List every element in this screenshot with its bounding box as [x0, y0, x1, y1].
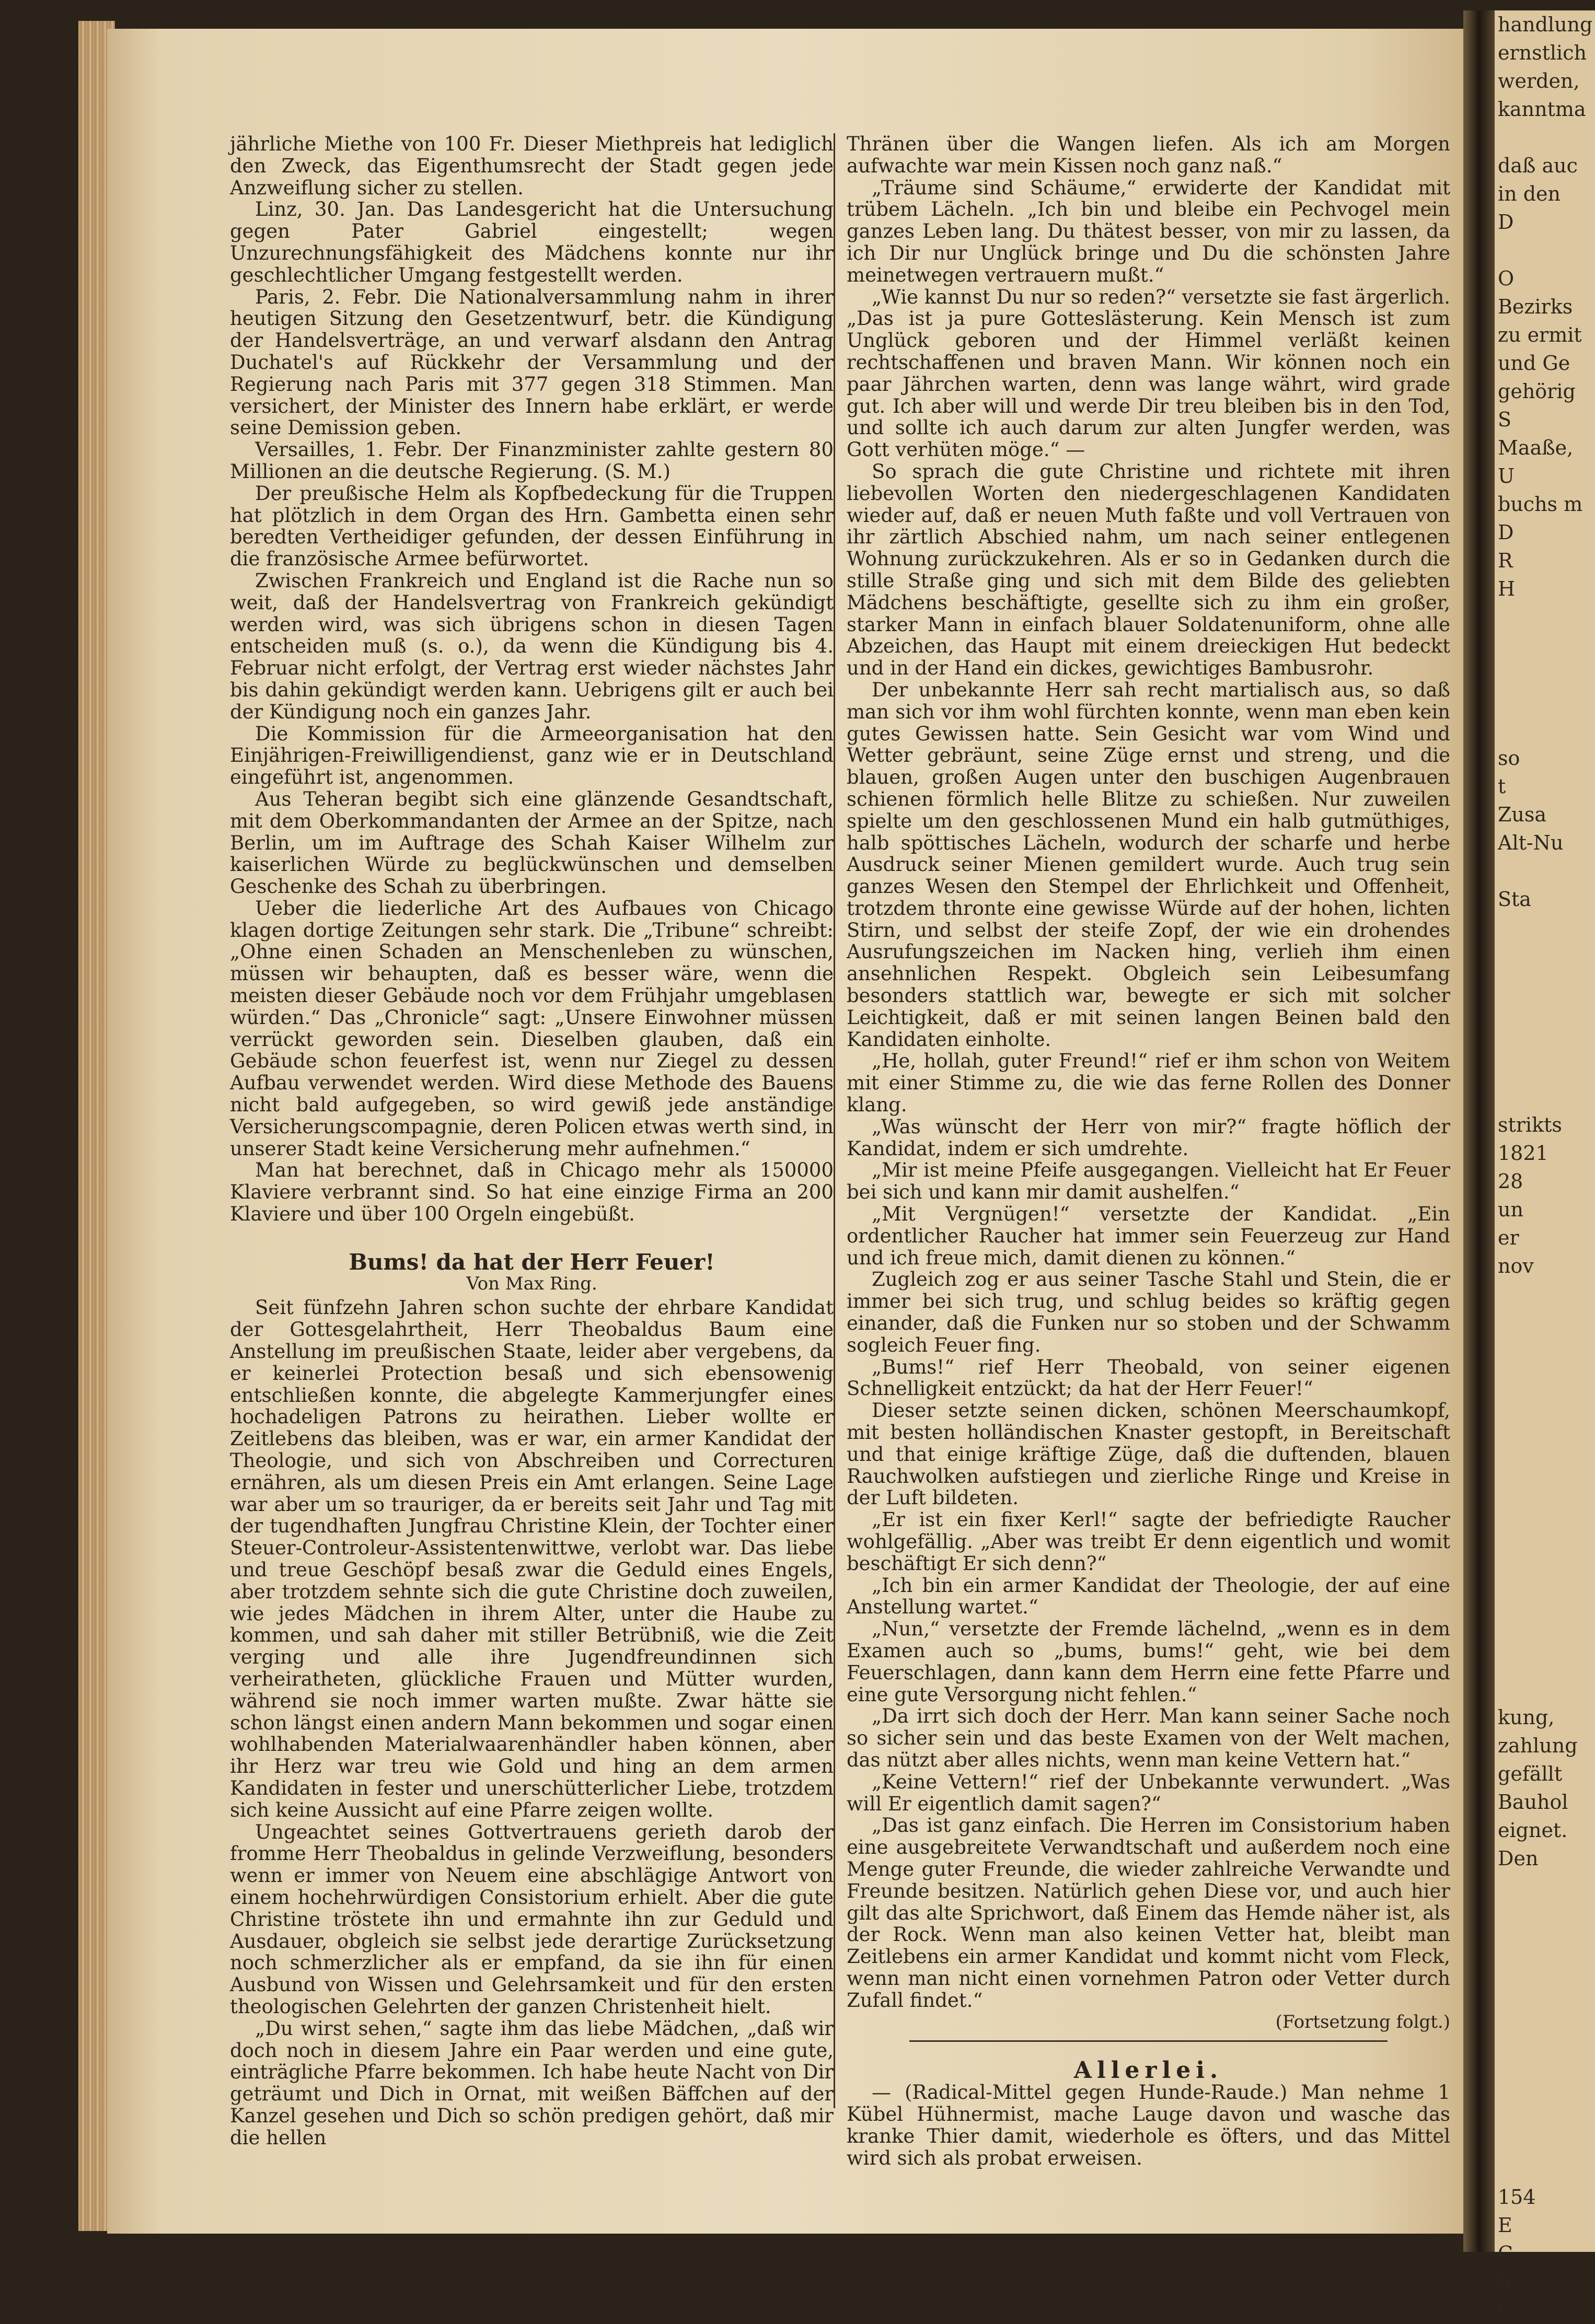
next-page-line: Zusa	[1498, 803, 1547, 826]
section-title: Allerlei.	[1073, 2057, 1223, 2084]
next-page-line	[1495, 2155, 1595, 2183]
next-page-line: in den	[1498, 182, 1561, 205]
paragraph: Die Kommission für die Armeeorganisation hat den Einjährigen-Freiwilligendienst, ganz wie er in Deutschland eingeführt ist, angenommen.	[230, 722, 834, 789]
paragraph: „Du wirst sehen,“ sagte ihm das liebe Mädchen, „daß wir doch noch in diesem Jahre ein Paar werden und eine gute, einträgliche Pfarre bekommen. Ich habe heute Nacht von Dir geträumt und Dich in Ornat, mit weißen Bäffchen auf der Kanzel gesehen und Dich so schön predigen gehört, daß mir die hellen	[230, 2017, 834, 2149]
next-page-line	[1495, 942, 1595, 970]
next-page-line	[1495, 1421, 1595, 1449]
paragraph: Ungeachtet seines Gottvertrauens gerieth darob der fromme Herr Theobaldus in gelinde Verzweiflung, besonders wenn er immer von Neuem eine abschlägige Antwort von einem hochehrwürdigen Consistorium erhielt. Aber die gute Christine tröstete ihn und ermahnte ihn zur Geduld und Ausdauer, obgleich sie selbst jede derartige Zurücksetzung noch schmerzlicher als er empfand, da sie ihn für einen Ausbund von Wissen und Gelehrsamkeit und für den ersten theologischen Gelehrten der ganzen Christenheit hielt.	[230, 1820, 834, 2018]
next-page-line: buchs m	[1498, 493, 1583, 516]
news-items	[230, 133, 834, 1225]
next-page-line	[1495, 1026, 1595, 1054]
next-page-line: so	[1498, 747, 1520, 770]
paragraph: „Das ist ganz einfach. Die Herren im Consistorium haben eine ausgebreitete Verwandtschaft und außerdem noch eine Menge guter Freunde, die wieder zahlreiche Verwandte und Freunde besitzen. Natürlich gehen Diese vor, und auch hier gilt das alte Sprichwort, daß Einem das Hemde näher ist, als der Rock. Wenn man also keinen Vetter hat, bleibt man Zeitlebens ein armer Kandidat und kommt nicht vom Fleck, wenn man nicht einen vornehmen Patron oder Vetter durch Zufall findet.“	[847, 1814, 1450, 2012]
paragraph: Seit fünfzehn Jahren schon suchte der ehrbare Kandidat der Gottesgelahrtheit, Herr Theobaldus Baum eine Anstellung im preußischen Staate, leider aber vergebens, da er keinerlei Protection besaß und sich ebensowenig entschließen konnte, die abgelegte Kammerjungfer eines hochadeligen Patrons zu heirathen. Lieber wollte er Zeitlebens das bleiben, was er war, ein armer Kandidat der Theologie, und sich von Abschreiben und Correcturen ernähren, als um diesen Preis ein Amt erlangen. Seine Lage war aber um so trauriger, da er bereits seit Jahr und Tag mit der tugendhaften Jungfrau Christine Klein, der Tochter einer Steuer-Controleur-Assistentenwittwe, verlobt war. Das liebe und treue Geschöpf besaß zwar die Geduld eines Engels, aber trotzdem sehnte sich die gute Christine doch zuweilen, wie jedes Mädchen in ihrem Alter, unter die Haube zu kommen, und sah daher mit stiller Betrübniß, wie die Zeit verging und alle ihre Jugendfreundinnen sich verheiratheten, glückliche Frauen und Mütter wurden, während sie noch immer warten mußte. Zwar hätte sie schon längst einen andern Mann bekommen und sogar einen wohlhabenden Materialwaarenhändler haben können, aber ihr Herz war treu wie Gold und hing an dem armen Kandidaten in fester und unerschütterlicher Liebe, trotzdem sich keine Aussicht auf eine Pfarre zeigen wollte.	[230, 1296, 834, 1821]
next-page-line: zahlung	[1498, 1734, 1578, 1757]
next-page-line: un	[1498, 1198, 1523, 1221]
story-continuation	[847, 133, 1450, 2012]
paragraph: So sprach die gute Christine und richtete mit ihren liebevollen Worten den niedergeschlagenen Kandidaten wieder auf, daß er neuen Muth faßte und voll Vertrauen von ihr zärtlich Abschied nahm, um nach seiner entlegenen Wohnung zurückzukehren. Als er so in Gedanken durch die stille Straße ging und sich mit dem Bilde des geliebten Mädchens beschäftigte, gesellte sich zu ihm ein großer, starker Mann in einfach blauer Soldatenuniform, ohne alle Abzeichen, das Haupt mit einem dreieckigen Hut bedeckt und in der Hand ein dickes, gewichtiges Bambusrohr.	[847, 460, 1450, 680]
next-page-line	[1495, 1929, 1595, 1957]
next-page-line: daß auc	[1498, 154, 1578, 177]
next-page-line	[1495, 913, 1595, 942]
next-page-line	[1495, 970, 1595, 998]
story-body	[230, 1297, 834, 2148]
paragraph: „Mir ist meine Pfeife ausgegangen. Vielleicht hat Er Feuer bei sich und kann mir damit aushelfen.“	[847, 1159, 1450, 1204]
next-page-line	[1495, 2042, 1595, 2070]
next-page-line	[1495, 1393, 1595, 1421]
paragraph: Versailles, 1. Febr. Der Finanzminister zahlte gestern 80 Millionen an die deutsche Regierung. (S. M.)	[230, 438, 834, 483]
paragraph: „Wie kannst Du nur so reden?“ versetzte sie fast ärgerlich. „Das ist ja pure Gotteslästerung. Kein Mensch ist zum Unglück geboren und der Himmel verläßt keinen rechtschaffenen und braven Mann. Wir können noch ein paar Jährchen warten, denn was lange währt, wird grade gut. Ich aber will und werde Dir treu bleiben bis in den Tod, und sollte ich auch darum zur alten Jungfer werden, was Gott verhüten möge.“ —	[847, 285, 1450, 461]
next-page-line: D	[1498, 211, 1514, 234]
next-page-line	[1495, 1083, 1595, 1111]
next-page-line	[1495, 1308, 1595, 1337]
section-body	[847, 2082, 1450, 2169]
next-page-line	[1495, 1901, 1595, 1929]
next-page-line	[1495, 1478, 1595, 1506]
paragraph: — (Radical-Mittel gegen Hunde-Raude.) Man nehme 1 Kübel Hühnermist, mache Lauge davon und wasche das kranke Thier damit, wiederhole es öfters, und das Mittel wird sich als probat erweisen.	[847, 2081, 1450, 2169]
section-rule	[909, 2040, 1388, 2042]
next-page-line	[1495, 1590, 1595, 1619]
next-page-line	[1495, 716, 1595, 744]
next-page-line: gehörig	[1498, 380, 1576, 403]
next-page-line	[1495, 236, 1595, 264]
continued-note: (Fortsetzung folgt.)	[1275, 2011, 1450, 2032]
story-byline: Von Max Ring.	[466, 1273, 597, 1294]
next-page-line: R	[1498, 549, 1513, 572]
paragraph: „Bums!“ rief Herr Theobald, von seiner eigenen Schnelligkeit entzückt; da hat der Herr Feuer!“	[847, 1355, 1450, 1400]
next-page-line	[1495, 998, 1595, 1026]
next-page-line	[1495, 1647, 1595, 1675]
next-page-line	[1495, 857, 1595, 885]
next-page-line	[1495, 2014, 1595, 2042]
next-page-line: H	[1498, 577, 1516, 600]
next-page-line: 1821	[1498, 1142, 1548, 1165]
next-page-line: Sta	[1498, 888, 1531, 911]
next-page-line: 28	[1498, 1170, 1523, 1193]
next-page-line: 154	[1498, 2186, 1536, 2209]
paragraph: Der unbekannte Herr sah recht martialisch aus, so daß man sich vor ihm wohl fürchten konnte, wenn man eben kein gutes Gewissen hatte. Sein Gesicht war vom Wind und Wetter gebräunt, seine Züge ernst und streng, und die blauen, großen Augen unter den buschigen Augenbrauen schienen förmlich helle Blitze zu schießen. Nur zuweilen spielte um den geschlossenen Mund ein halb gutmüthiges, halb spöttisches Lächeln, wodurch der scharfe und herbe Ausdruck seiner Mienen gemildert wurde. Auch trug sein ganzes Wesen den Stempel der Ehrlichkeit und Offenheit, trotzdem thronte eine gewisse Würde auf der hohen, lichten Stirn, und selbst der steife Zopf, der wie ein drohendes Ausrufungszeichen im Nacken hing, verlieh ihm einen ansehnlichen Respekt. Obgleich sein Leibesumfang besonders stattlich war, bewegte er sich mit solcher Leichtigkeit, daß er mit seinen langen Beinen bald den Kandidaten einholte.	[847, 678, 1450, 1051]
paragraph: „He, hollah, guter Freund!“ rief er ihm schon von Weitem mit einer Stimme zu, die wie das ferne Rollen des Donner klang.	[847, 1050, 1450, 1117]
right-column	[847, 133, 1450, 2169]
column-divider	[834, 133, 835, 2108]
paragraph: „Ich bin ein armer Kandidat der Theologie, der auf eine Anstellung wartet.“	[847, 1574, 1450, 1619]
paragraph: „Nun,“ versetzte der Fremde lächelnd, „wenn es in dem Examen auch so „bums, bums!“ geht, wie bei dem Feuerschlagen, dann kann dem Herrn eine fette Pfarre und eine gute Versorgung nicht fehlen.“	[847, 1618, 1450, 1706]
next-page-line	[1495, 2098, 1595, 2127]
paragraph: Dieser setzte seinen dicken, schönen Meerschaumkopf, mit besten holländischen Knaster gestopft, in Bereitschaft und that einige kräftige Züge, daß die duftenden, blauen Rauchwolken aufstiegen und zierliche Ringe und Kreise in der Luft bildeten.	[847, 1399, 1450, 1509]
next-page-line: C	[1498, 2242, 1513, 2265]
story-title: Bums! da hat der Herr Feuer!	[349, 1249, 715, 1275]
next-page-line: zu ermit	[1498, 323, 1582, 346]
next-page-line: Bezirks	[1498, 295, 1573, 318]
next-page-fragment	[1495, 10, 1595, 2321]
next-page-line	[1495, 2127, 1595, 2155]
next-page-line	[1495, 1280, 1595, 1308]
next-page-line: Alt-Nu	[1498, 831, 1564, 854]
book-gutter	[1463, 10, 1495, 2252]
next-page-line	[1495, 1054, 1595, 1083]
next-page-line	[1495, 1506, 1595, 1534]
next-page-line: und Ge	[1498, 352, 1570, 375]
next-page-line: Den	[1498, 1847, 1539, 1870]
next-page-line: Bauhol	[1498, 1791, 1568, 1814]
next-page-line: Maaße,	[1498, 436, 1574, 459]
paragraph: Zugleich zog er aus seiner Tasche Stahl und Stein, die er immer bei sich trug, und schlug beides so kräftig gegen einander, daß die Funken nur so stoben und der Schwamm sogleich Feuer fing.	[847, 1268, 1450, 1356]
next-page-line	[1495, 631, 1595, 659]
paragraph: Paris, 2. Febr. Die Nationalversammlung nahm in ihrer heutigen Sitzung den Gesetzentwurf, betr. die Kündigung der Handelsverträge, an und verwarf alsdann den Antrag Duchatel's auf Rückkehr der Versammlung und der Regierung nach Paris mit 377 gegen 318 Stimmen. Man versichert, der Minister des Innern habe erklärt, er werde seine Demission geben.	[230, 285, 834, 439]
next-page-line	[1495, 1562, 1595, 1590]
paragraph: „Er ist ein fixer Kerl!“ sagte der befriedigte Raucher wohlgefällig. „Aber was treibt Er denn eigentlich und womit beschäftigt Er sich denn?“	[847, 1508, 1450, 1575]
next-page-line	[1495, 1619, 1595, 1647]
next-page-line	[1495, 123, 1595, 152]
next-page-line: S	[1498, 2270, 1512, 2293]
next-page-line	[1495, 688, 1595, 716]
next-page-line: nov	[1498, 1254, 1534, 1277]
paragraph: Man hat berechnet, daß in Chicago mehr als 150000 Klaviere verbrannt sind. So hat eine einzige Firma an 200 Klaviere und über 100 Orgeln eingebüßt.	[230, 1159, 834, 1226]
next-page-line: S	[1498, 408, 1512, 431]
next-page-line: O	[1498, 267, 1515, 290]
next-page-line: strikts	[1498, 1113, 1562, 1136]
paragraph: „Keine Vettern!“ rief der Unbekannte verwundert. „Was will Er eigentlich damit sagen?“	[847, 1770, 1450, 1815]
next-page-line: D	[1498, 521, 1514, 544]
next-page-line: E	[1498, 2214, 1512, 2237]
paragraph: Ueber die liederliche Art des Aufbaues von Chicago klagen dortige Zeitungen sehr stark. Die „Tribune“ schreibt: „Ohne einen Schaden an Menschenleben zu wünschen, müssen wir behaupten, daß es besser wäre, wenn die meisten dieser Gebäude noch vor dem Frühjahr umgeblasen würden.“ Das „Chronicle“ sagt: „Unsere Einwohner müssen verrückt geworden sein. Dieselben glauben, daß ein Gebäude schon feuerfest ist, wenn nur Ziegel zu dessen Aufbau verwendet werden. Wird diese Methode des Bauens nicht bald aufgegeben, so wird gewiß jede anständige Versicherungscompagnie, deren Policen etwas werth sind, in unserer Stadt keine Versicherung mehr aufnehmen.“	[230, 897, 834, 1160]
paragraph: „Mit Vergnügen!“ versetzte der Kandidat. „Ein ordentlicher Raucher hat immer sein Feuerzeug zur Hand und ich freue mich, damit dienen zu können.“	[847, 1203, 1450, 1269]
next-page-line	[1495, 1957, 1595, 1985]
next-page-line: gefällt	[1498, 1762, 1563, 1785]
paragraph: jährliche Miethe von 100 Fr. Dieser Miethpreis hat lediglich den Zweck, das Eigenthumsrecht der Stadt gegen jede Anzweiflung sicher zu stellen.	[230, 133, 834, 199]
next-page-line	[1495, 659, 1595, 688]
next-page-line	[1495, 1873, 1595, 1901]
next-page-line: U	[1498, 464, 1515, 487]
next-page-line: t	[1498, 775, 1506, 798]
next-page-line	[1495, 1985, 1595, 2014]
paragraph: Linz, 30. Jan. Das Landesgericht hat die Untersuchung gegen Pater Gabriel eingestellt; wegen Unzurechnungsfähigkeit des Mädchens konnte nur ihr geschlechtlicher Umgang festgestellt werden.	[230, 198, 834, 286]
next-page-line	[1495, 1449, 1595, 1478]
next-page-line	[1495, 603, 1595, 631]
next-page-line: handlung	[1498, 13, 1593, 36]
paragraph: Thränen über die Wangen liefen. Als ich am Morgen aufwachte war mein Kissen noch ganz naß.“	[847, 133, 1450, 177]
next-page-line	[1495, 1534, 1595, 1562]
next-page-line: kung,	[1498, 1706, 1555, 1729]
next-page-line: werden,	[1498, 69, 1580, 92]
next-page-line: eignet.	[1498, 1819, 1568, 1842]
paragraph: Der preußische Helm als Kopfbedeckung für die Truppen hat plötzlich in dem Organ des Hrn. Gambetta einen sehr beredten Vertheidiger gefunden, der dessen Einführung in die französische Armee befürwortet.	[230, 482, 834, 571]
next-page-line: t	[1498, 2298, 1506, 2321]
paragraph: „Da irrt sich doch der Herr. Man kann seiner Sache noch so sicher sein und das beste Examen von der Welt machen, das nützt aber alles nichts, wenn man keine Vettern hat.“	[847, 1705, 1450, 1771]
paragraph: „Was wünscht der Herr von mir?“ fragte höflich der Kandidat, indem er sich umdrehte.	[847, 1115, 1450, 1160]
next-page-line	[1495, 1337, 1595, 1365]
next-page-line	[1495, 1365, 1595, 1393]
next-page-line	[1495, 2070, 1595, 2098]
paragraph: „Träume sind Schäume,“ erwiderte der Kandidat mit trübem Lächeln. „Ich bin und bleibe ein Pechvogel mein ganzes Leben lang. Du thätest besser, von mir zu lassen, da ich Dir nur Unglück bringe und Du die schönsten Jahre meinetwegen vertrauern mußt.“	[847, 176, 1450, 286]
paragraph: Zwischen Frankreich und England ist die Rache nun so weit, daß der Handelsvertrag von Frankreich gekündigt werden wird, was sich übrigens schon in diesen Tagen entscheiden muß (s. o.), da wenn die Kündigung bis 4. Februar nicht erfolgt, der Vertrag erst wieder nächstes Jahr bis dahin gekündigt werden kann. Uebrigens gilt er auch bei der Kündigung noch ein ganzes Jahr.	[230, 569, 834, 723]
next-page-line: kanntma	[1498, 98, 1586, 121]
paragraph: Aus Teheran begibt sich eine glänzende Gesandtschaft, mit dem Oberkommandanten der Armee an der Spitze, nach Berlin, um im Auftrage des Schah Kaiser Wilhelm zur kaiserlichen Würde zu beglückwünschen und demselben Geschenke des Schah zu überbringen.	[230, 787, 834, 898]
left-column	[230, 133, 834, 2149]
next-page-line: ernstlich	[1498, 41, 1587, 64]
next-page-line: er	[1498, 1226, 1519, 1249]
next-page-line	[1495, 1675, 1595, 1703]
